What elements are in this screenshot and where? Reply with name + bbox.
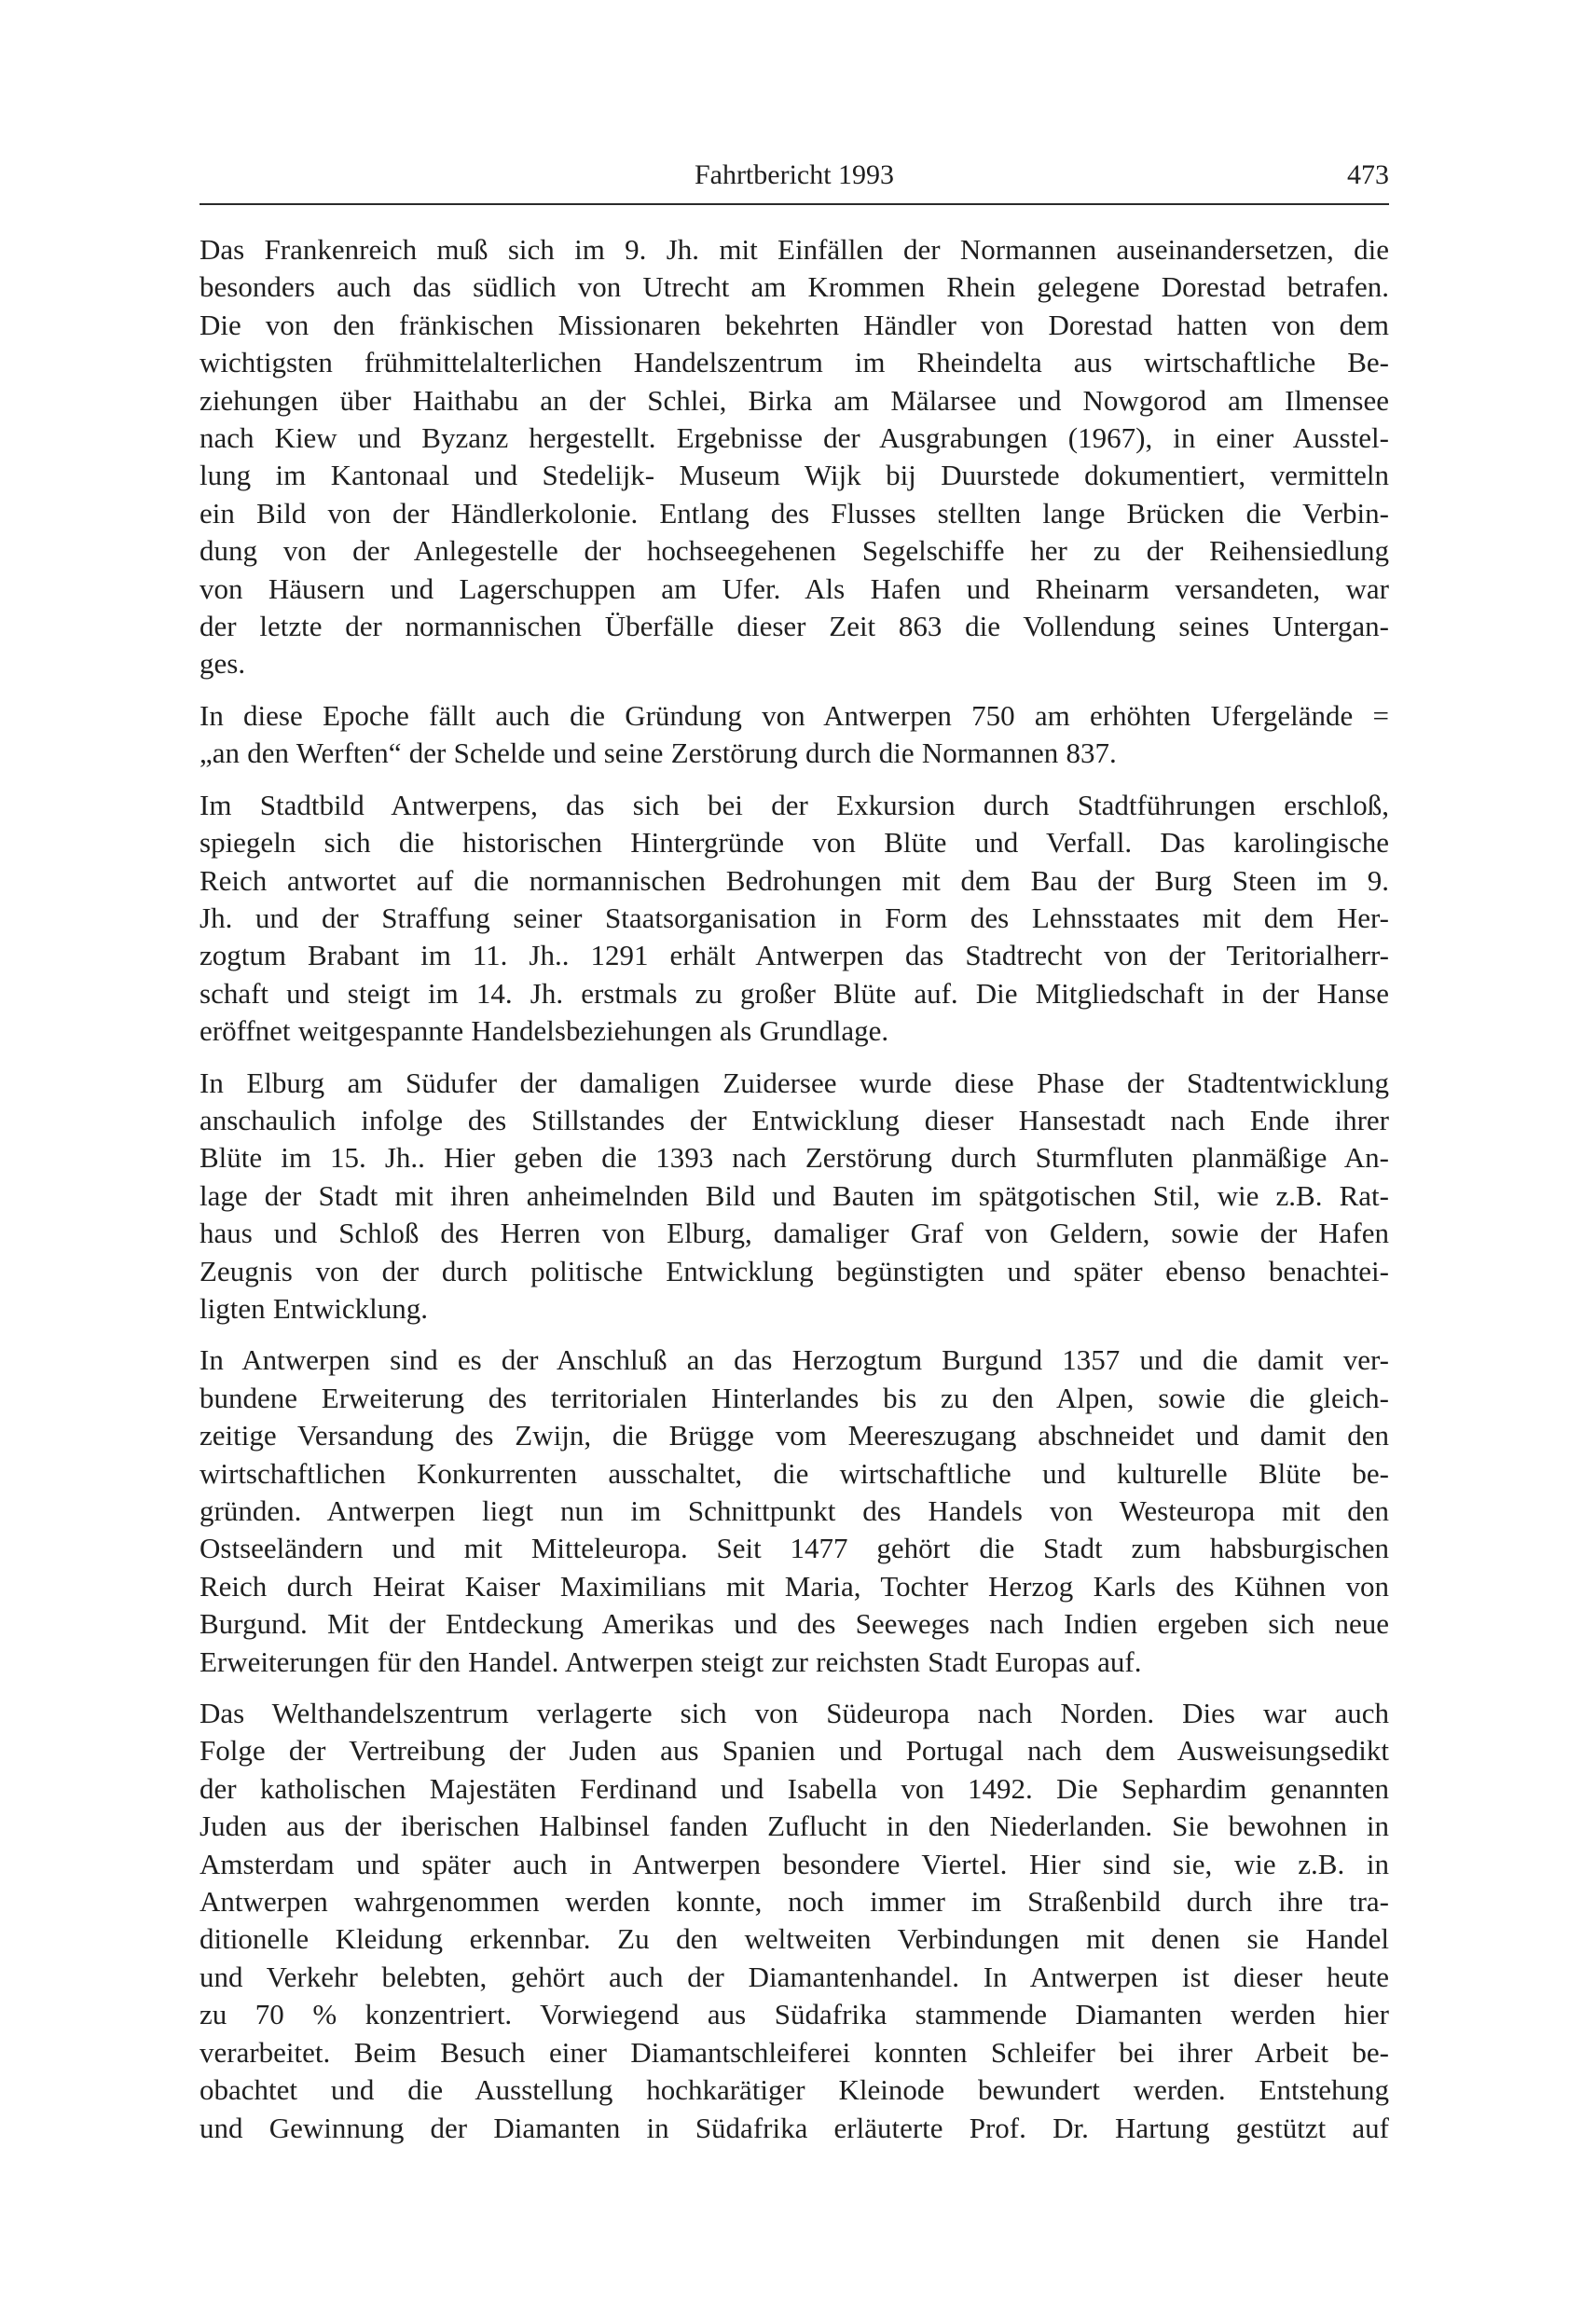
text-line: haus und Schloß des Herren von Elburg, damaliger Graf von Geldern, sowie der Hafen bbox=[200, 1217, 1389, 1250]
text-line: Folge der Vertreibung der Juden aus Spanien und Portugal nach dem Ausweisungsedikt bbox=[200, 1734, 1389, 1768]
text-line: von Häusern und Lagerschuppen am Ufer. Als Hafen und Rheinarm versandeten, war bbox=[200, 571, 1389, 605]
paragraph bbox=[200, 697, 1389, 773]
text-line: Die von den fränkischen Missionaren bekehrten Händler von Dorestad hatten von dem bbox=[200, 308, 1389, 341]
paragraph bbox=[200, 1342, 1389, 1681]
text-line: In diese Epoche fällt auch die Gründung von Antwerpen 750 am erhöhten Ufergelände = bbox=[200, 698, 1389, 732]
text-line: ligten Entwicklung. bbox=[200, 1291, 429, 1325]
text-line: Zeugnis von der durch politische Entwicklung begünstigten und später ebenso benachtei- bbox=[200, 1254, 1389, 1287]
text-line: verarbeitet. Beim Besuch einer Diamantschleiferei konnten Schleifer bei ihrer Arbeit be- bbox=[200, 2035, 1389, 2069]
text-line: und Verkehr belebten, gehört auch der Diamantenhandel. In Antwerpen ist dieser heute bbox=[200, 1960, 1389, 1993]
text-line: Burgund. Mit der Entdeckung Amerikas und des Seeweges nach Indien ergeben sich neue bbox=[200, 1607, 1389, 1641]
paragraph bbox=[200, 231, 1389, 683]
text-line: zeitige Versandung des Zwijn, die Brügge vom Meereszugang abschneidet und damit den bbox=[200, 1419, 1389, 1452]
text-line: Antwerpen wahrgenommen werden konnte, noch immer im Straßenbild durch ihre tra- bbox=[200, 1885, 1389, 1919]
text-line: eröffnet weitgespannte Handelsbeziehungen als Grundlage. bbox=[200, 1014, 889, 1048]
text-line: dung von der Anlegestelle der hochseegehenen Segelschiffe her zu der Reihensiedlung bbox=[200, 534, 1389, 568]
text-line: der letzte der normannischen Überfälle dieser Zeit 863 die Vollendung seines Untergan- bbox=[200, 610, 1389, 643]
text-line: Juden aus der iberischen Halbinsel fanden Zuflucht in den Niederlanden. Sie bewohnen in bbox=[200, 1810, 1389, 1843]
text-line: wichtigsten frühmittelalterlichen Handelszentrum im Rheindelta aus wirtschaftliche Be- bbox=[200, 346, 1389, 379]
text-line: schaft und steigt im 14. Jh. erstmals zu großer Blüte auf. Die Mitgliedschaft in der Hanse bbox=[200, 976, 1389, 1010]
paragraph bbox=[200, 1065, 1389, 1328]
text-line: zu 70 % konzentriert. Vorwiegend aus Südafrika stammende Diamanten werden hier bbox=[200, 1998, 1389, 2031]
text-line: Erweiterungen für den Handel. Antwerpen steigt zur reichsten Stadt Europas auf. bbox=[200, 1645, 1142, 1678]
text-line: nach Kiew und Byzanz hergestellt. Ergebnisse der Ausgrabungen (1967), in einer Ausstel- bbox=[200, 421, 1389, 455]
text-line: Das Frankenreich muß sich im 9. Jh. mit Einfällen der Normannen auseinandersetzen, die bbox=[200, 233, 1389, 266]
text-line: Jh. und der Straffung seiner Staatsorganisation in Form des Lehnsstaates mit dem Her- bbox=[200, 901, 1389, 934]
text-line: „an den Werften“ der Schelde und seine Zerstörung durch die Normannen 837. bbox=[200, 736, 1117, 770]
text-line: gründen. Antwerpen liegt nun im Schnittpunkt des Handels von Westeuropa mit den bbox=[200, 1494, 1389, 1527]
text-line: ditionelle Kleidung erkennbar. Zu den weltweiten Verbindungen mit denen sie Handel bbox=[200, 1922, 1389, 1956]
text-line: Reich durch Heirat Kaiser Maximilians mit Maria, Tochter Herzog Karls des Kühnen von bbox=[200, 1569, 1389, 1603]
paragraph bbox=[200, 787, 1389, 1051]
text-line: Blüte im 15. Jh.. Hier geben die 1393 nach Zerstörung durch Sturmfluten planmäßige An- bbox=[200, 1141, 1389, 1175]
text-line: bundene Erweiterung des territorialen Hinterlandes bis zu den Alpen, sowie die gleich- bbox=[200, 1381, 1389, 1414]
text-line: und Gewinnung der Diamanten in Südafrika erläuterte Prof. Dr. Hartung gestützt auf bbox=[200, 2111, 1389, 2144]
text-line: der katholischen Majestäten Ferdinand und Isabella von 1492. Die Sephardim genannten bbox=[200, 1771, 1389, 1805]
text-line: Das Welthandelszentrum verlagerte sich von Südeuropa nach Norden. Dies war auch bbox=[200, 1697, 1389, 1730]
text-line: In Elburg am Südufer der damaligen Zuidersee wurde diese Phase der Stadtentwicklung bbox=[200, 1066, 1389, 1099]
running-title: Fahrtbericht 1993 bbox=[694, 159, 895, 190]
paragraph bbox=[200, 1695, 1389, 2147]
running-header bbox=[200, 149, 1389, 205]
text-line: Amsterdam und später auch in Antwerpen besondere Viertel. Hier sind sie, wie z.B. in bbox=[200, 1847, 1389, 1880]
text-line: obachtet und die Ausstellung hochkarätiger Kleinode bewundert werden. Entstehung bbox=[200, 2073, 1389, 2107]
text-line: ges. bbox=[200, 647, 246, 681]
text-line: spiegeln sich die historischen Hintergründe von Blüte und Verfall. Das karolingische bbox=[200, 826, 1389, 860]
text-line: ziehungen über Haithabu an der Schlei, Birka am Mälarsee und Nowgorod am Ilmensee bbox=[200, 383, 1389, 417]
text-line: lage der Stadt mit ihren anheimelnden Bild und Bauten im spätgotischen Stil, wie z.B. Rat- bbox=[200, 1178, 1389, 1212]
text-line: Ostseeländern und mit Mitteleuropa. Seit 1477 gehört die Stadt zum habsburgischen bbox=[200, 1532, 1389, 1565]
text-line: Reich antwortet auf die normannischen Bedrohungen mit dem Bau der Burg Steen im 9. bbox=[200, 863, 1389, 897]
page-number: 473 bbox=[1347, 159, 1389, 190]
text-line: ein Bild von der Händlerkolonie. Entlang des Flusses stellten lange Brücken die Verbin- bbox=[200, 496, 1389, 530]
text-line: zogtum Brabant im 11. Jh.. 1291 erhält Antwerpen das Stadtrecht von der Teritorialherr- bbox=[200, 939, 1389, 972]
text-line: anschaulich infolge des Stillstandes der Entwicklung dieser Hansestadt nach Ende ihrer bbox=[200, 1103, 1389, 1136]
text-line: besonders auch das südlich von Utrecht am Krommen Rhein gelegene Dorestad betrafen. bbox=[200, 270, 1389, 304]
text-line: lung im Kantonaal und Stedelijk- Museum Wijk bij Duurstede dokumentiert, vermitteln bbox=[200, 459, 1389, 492]
text-line: Im Stadtbild Antwerpens, das sich bei der Exkursion durch Stadtführungen erschloß, bbox=[200, 788, 1389, 821]
document-page bbox=[200, 149, 1389, 2161]
body-text bbox=[200, 231, 1389, 2147]
text-line: wirtschaftlichen Konkurrenten ausschaltet, die wirtschaftliche und kulturelle Blüte be- bbox=[200, 1456, 1389, 1490]
text-line: In Antwerpen sind es der Anschluß an das Herzogtum Burgund 1357 und die damit ver- bbox=[200, 1343, 1389, 1377]
